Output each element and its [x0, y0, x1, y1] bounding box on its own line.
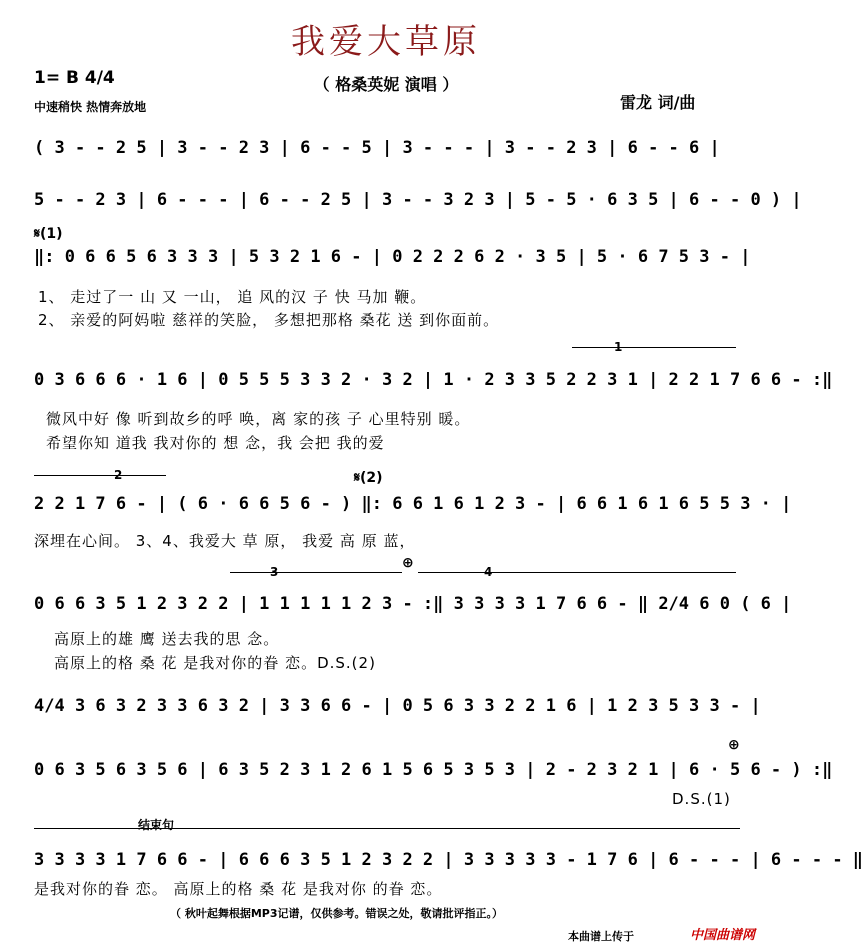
volta-2-bracket — [34, 475, 166, 476]
volta-2-number: 2 — [114, 468, 123, 482]
coda-icon: ⊕ — [402, 555, 414, 571]
lyrics-row-5: 深埋在心间。 3、4、我爱大 草 原， 我爱 高 原 蓝， — [34, 532, 416, 550]
author-credit: 雷龙 词/曲 — [620, 93, 696, 112]
score-row-2: 5 - - 2 3 | 6 - - - | 6 - - 2 5 | 3 - - 3 2 3 | 5 - 5 · 6 3 5 | 6 - - 0 ) | — [34, 190, 802, 210]
score-row-5: 2 2 1 7 6 - | ( 6 · 6 6 5 6 - ) ‖: 6 6 1 6 1 2 3 - | 6 6 1 6 1 6 5 5 3 · | — [34, 494, 792, 514]
score-row-6: 0 6 6 3 5 1 2 3 2 2 | 1 1 1 1 1 2 3 - :‖ 3 3 3 3 1 7 6 6 - ‖ 2/4 6 0 ( 6 | — [34, 594, 792, 614]
score-row-8: 0 6 3 5 6 3 5 6 | 6 3 5 2 3 1 2 6 1 5 6 5 3 5 3 | 2 - 2 3 2 1 | 6 · 5 6 - ) :‖ — [34, 760, 833, 780]
score-row-3: ‖: 0 6 6 5 6 3 3 3 | 5 3 2 1 6 - | 0 2 2 2 6 2 · 3 5 | 5 · 6 7 5 3 - | — [34, 247, 751, 267]
ending-label: 结束句 — [138, 818, 175, 832]
lyrics-row-3-verse-2: 2、 亲爱的阿妈啦 慈祥的笑脸， 多想把那格 桑花 送 到你面前。 — [38, 311, 500, 329]
score-row-9: 3 3 3 3 1 7 6 6 - | 6 6 6 3 5 1 2 3 2 2 | 3 3 3 3 3 - 1 7 6 | 6 - - - | 6 - - - ‖ — [34, 850, 863, 870]
lyrics-row-4-verse-2: 希望你知 道我 我对你的 想 念，我 会把 我的爱 — [46, 434, 385, 452]
dal-segno-1: D.S.(1) — [672, 790, 731, 808]
volta-1-bracket — [572, 347, 736, 348]
score-row-1: ( 3 - - 2 5 | 3 - - 2 3 | 6 - - 5 | 3 - - - | 3 - - 2 3 | 6 - - 6 | — [34, 138, 720, 158]
lyrics-row-4-verse-1: 微风中好 像 听到故乡的呼 唤，离 家的孩 子 心里特别 暖。 — [46, 410, 471, 428]
volta-1-number: 1 — [614, 340, 623, 354]
lyrics-row-9: 是我对你的眷 恋。 高原上的格 桑 花 是我对你 的眷 恋。 — [34, 880, 443, 898]
volta-4-number: 4 — [484, 565, 493, 579]
volta-4-bracket — [418, 572, 736, 573]
key-signature: 1= B 4/4 — [34, 68, 115, 88]
tempo-marking: 中速稍快 热情奔放地 — [34, 100, 147, 114]
segno-mark-2: 𝄋(2) — [354, 470, 383, 486]
score-row-7: 4/4 3 6 3 2 3 3 6 3 2 | 3 3 6 6 - | 0 5 6 3 3 2 2 1 6 | 1 2 3 5 3 3 - | — [34, 696, 761, 716]
volta-3-bracket — [230, 572, 402, 573]
page-title: 我爱大草原 — [291, 22, 481, 62]
volta-3-number: 3 — [270, 565, 279, 579]
score-row-4: 0 3 6 6 6 · 1 6 | 0 5 5 5 3 3 2 · 3 2 | 1 · 2 3 3 5 2 2 3 1 | 2 2 1 7 6 6 - :‖ — [34, 370, 833, 390]
upload-note: 本曲谱上传于 — [568, 930, 634, 943]
coda-icon-2: ⊕ — [728, 737, 740, 753]
lyrics-row-6-verse-2: 高原上的格 桑 花 是我对你的眷 恋。D.S.(2) — [54, 654, 376, 672]
singer-credit: （ 格桑英妮 演唱 ） — [313, 75, 459, 94]
lyrics-row-6-verse-1: 高原上的雄 鹰 送去我的思 念。 — [54, 630, 280, 648]
footnote: （ 秋叶起舞根据MP3记谱，仅供参考。错误之处，敬请批评指正。） — [170, 907, 503, 920]
site-logo: 中国曲谱网 — [690, 928, 756, 943]
segno-mark-1: 𝄋(1) — [34, 226, 63, 242]
lyrics-row-3-verse-1: 1、 走过了一 山 又 一山， 追 风的汉 子 快 马加 鞭。 — [38, 288, 427, 306]
